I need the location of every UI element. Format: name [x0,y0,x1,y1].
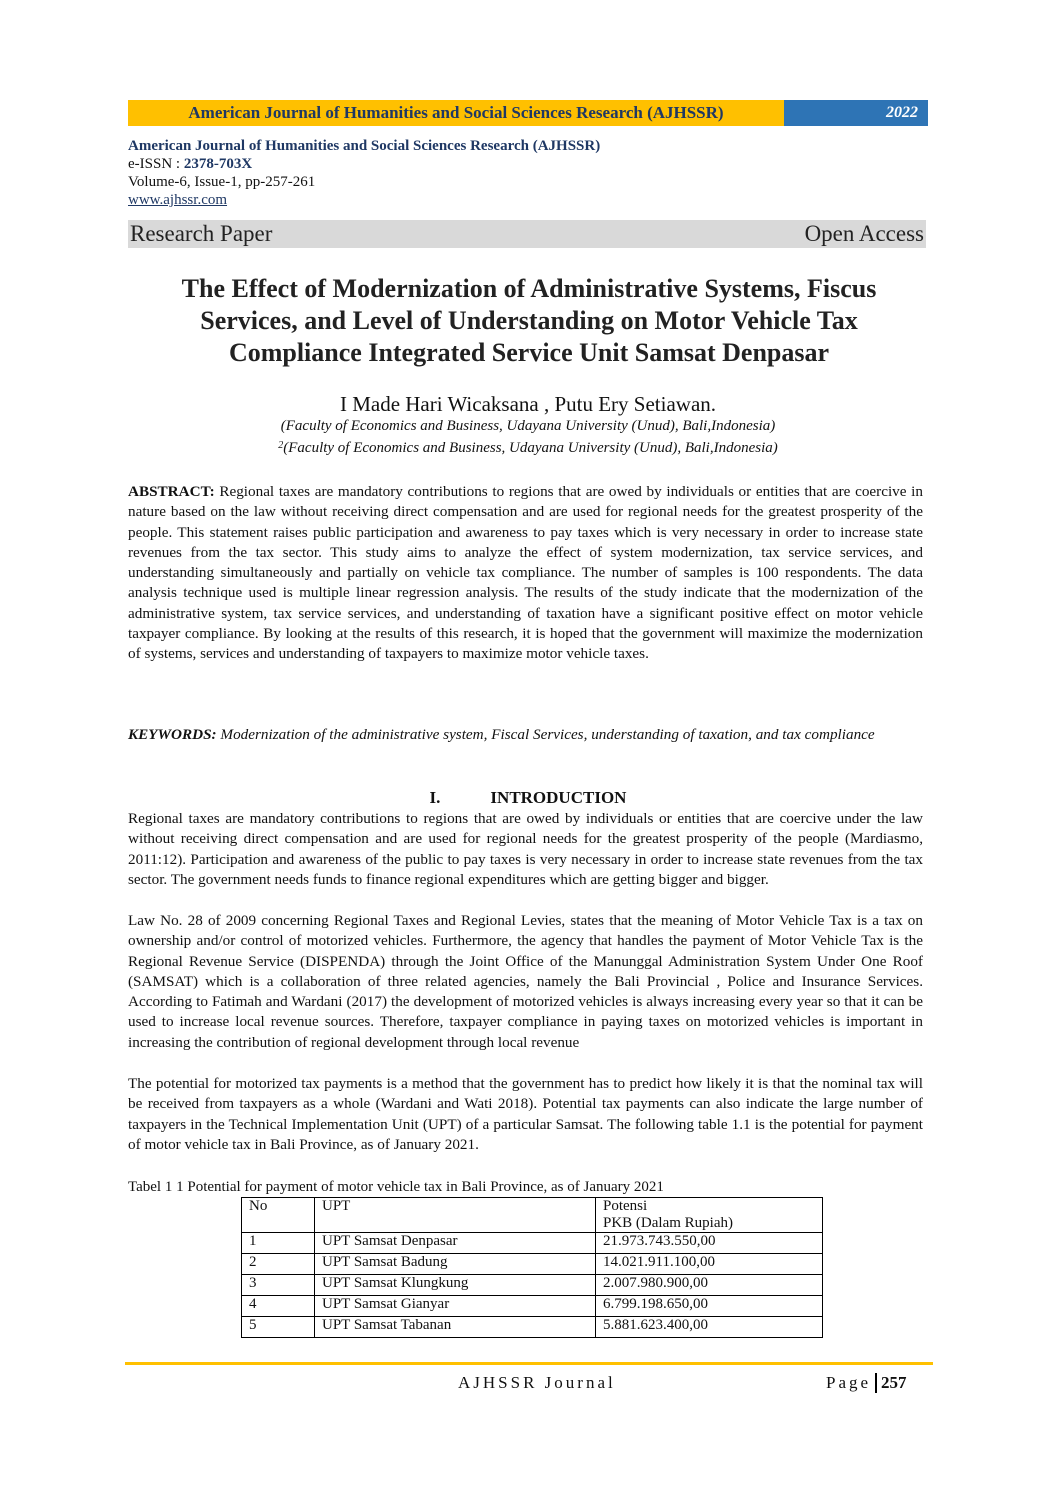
section-heading [128,788,928,808]
title-line: Compliance Integrated Service Unit Samsat Denpasar [228,338,830,367]
table-cell: UPT Samsat Tabanan [315,1317,596,1338]
affiliation-1 [128,418,928,435]
table-cell: UPT Samsat Denpasar [315,1233,596,1254]
issn-label: e-ISSN : [128,156,184,172]
authors: I Made Hari Wicaksana , Putu Ery Setiawan. [339,392,717,416]
table-cell: 1 [242,1233,315,1254]
abstract-label: ABSTRACT: [128,483,215,500]
table-row [242,1317,823,1338]
header-cell-line: Potensi [603,1198,648,1214]
table-cell: 5.881.623.400,00 [596,1317,823,1338]
table-cell: UPT Samsat Badung [315,1254,596,1275]
section-title: INTRODUCTION [490,788,627,807]
journal-name: American Journal of Humanities and Social Sciences Research (AJHSSR) [128,138,601,154]
table-cell: UPT Samsat Gianyar [315,1296,596,1317]
paper-type: Research Paper [130,221,273,246]
table-row [242,1296,823,1317]
intro-paragraph: The potential for motorized tax payments is a method that the government has to predict how likely it is that the nominal tax will be received from taxpayers as a whole (Wardani and Wati 2018). Potential tax payments can also indicate the large number of taxpayers in the Technical Implementation Unit (UPT) of a particular Samsat. The following table 1.1 is the potential for payment of motor vehicle tax in Bali Province, as of January 2021. [128,1075,923,1153]
table-cell: 4 [242,1296,315,1317]
table-header-row [242,1198,823,1233]
title-line: Services, and Level of Understanding on Motor Vehicle Tax [200,306,858,335]
footer-page [826,1373,907,1393]
issn-value: 2378-703X [183,156,253,172]
page-number: 257 [875,1373,907,1393]
table-row [242,1254,823,1275]
affiliation-2 [128,440,928,457]
header-year: 2022 [784,100,928,126]
title-line: The Effect of Modernization of Administrative Systems, Fiscus [181,274,877,303]
paper-title [100,273,958,369]
volume-line: Volume-6, Issue-1, pp-257-261 [128,174,316,190]
footer-journal: AJHSSR Journal [458,1373,616,1392]
table-cell: 6.799.198.650,00 [596,1296,823,1317]
abstract [128,482,923,665]
keywords-label: KEYWORDS: [128,726,217,743]
abstract-text: Regional taxes are mandatory contributions to regions that are owed by individuals or entities that are coercive in nature based on the law without receiving direct compensation and are used for regional needs for the greatest prosperity of the people. This statement raises public participation and awareness to pay taxes which is very necessary in order to increase state revenues from the tax sector. This study aims to analyze the effect of system modernization, tax service services, and understanding simultaneously and partially on vehicle tax compliance. The number of samples is 100 respondents. The data analysis technique used is multiple linear regression analysis. The results of the study indicate that the modernization of the administrative system, tax service services, and understanding of taxation have a significant positive effect on motor vehicle taxpayer compliance. By looking at the results of this research, it is hoped that the government will maximize the modernization of systems, services and understanding of taxpayers to maximize motor vehicle taxes. [128,483,923,663]
affiliation-text: (Faculty of Economics and Business, Udayana University (Unud), Bali,Indonesia) [283,440,778,456]
keywords-text: Modernization of the administrative system, Fiscal Services, understanding of taxation, and tax compliance [216,726,875,743]
table-cell: 14.021.911.100,00 [596,1254,823,1275]
issn-line [128,155,928,173]
website-link[interactable]: www.ajhssr.com [128,192,228,208]
table-cell: 21.973.743.550,00 [596,1233,823,1254]
header-cell-line: PKB (Dalam Rupiah) [603,1215,733,1231]
intro-paragraph: Law No. 28 of 2009 concerning Regional Taxes and Regional Levies, states that the meaning of Motor Vehicle Tax is a tax on ownership and/or control of motorized vehicles. Furthermore, the agency that handles the payment of Motor Vehicle Tax is the Regional Revenue Service (DISPENDA) through the Joint Office of the Manunggal Administration System Under One Roof (SAMSAT) which is a collaboration of three related agencies, namely the Bali Provincial , Police and Insurance Services. According to Fatimah and Wardani (2017) the development of motorized vehicles is always increasing every year so that it can be used to increase local revenue sources. Therefore, taxpayer compliance in paying taxes on motorized vehicles is important in increasing the contribution of regional development through local revenue [128,912,923,1051]
table-caption: Tabel 1 1 Potential for payment of motor vehicle tax in Bali Province, as of January 2021 [128,1179,664,1195]
intro-paragraph: Regional taxes are mandatory contributions to regions that are owed by individuals or entities that are coercive under the law without receiving direct compensation and are used for regional needs for the greatest prosperity of the people (Mardiasmo, 2011:12). Participation and awareness of the public to pay taxes is very necessary in order to increase state revenues from the tax sector. The government needs funds to finance regional expenditures which are getting bigger and bigger. [128,810,923,888]
footer-divider [125,1362,933,1365]
header-journal-title: American Journal of Humanities and Social Sciences Research (AJHSSR) [128,100,784,126]
journal-header-bar [128,100,928,126]
table-cell: 5 [242,1317,315,1338]
tax-potential-table [241,1197,823,1338]
page-label: Page [826,1373,872,1392]
keywords [128,725,923,745]
table-cell: UPT Samsat Klungkung [315,1275,596,1296]
table-row [242,1233,823,1254]
header-cell [596,1198,823,1233]
journal-info [128,137,928,209]
table-cell: 2.007.980.900,00 [596,1275,823,1296]
header-cell: No [242,1198,315,1233]
affiliation-sup: 2 [278,440,284,451]
access-type: Open Access [804,221,924,246]
table-cell: 3 [242,1275,315,1296]
table-row [242,1275,823,1296]
section-number: I. [429,788,441,807]
paper-type-bar [128,220,926,248]
table-cell: 2 [242,1254,315,1275]
header-cell: UPT [315,1198,596,1233]
affiliation-text: (Faculty of Economics and Business, Udayana University (Unud), Bali,Indonesia) [280,418,776,434]
